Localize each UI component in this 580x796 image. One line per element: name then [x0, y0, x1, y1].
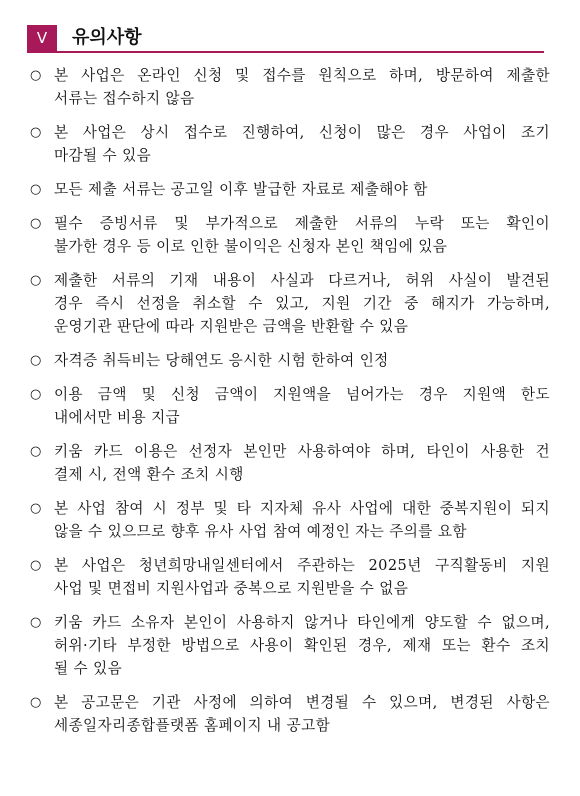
- notice-list: [30, 64, 550, 748]
- notice-item: [30, 269, 550, 338]
- bullet-circle-icon: ○: [30, 125, 42, 140]
- bullet-circle-icon: ○: [30, 353, 42, 368]
- section-header: [27, 25, 544, 53]
- notice-item: [30, 611, 550, 680]
- notice-item-text-line: 경우 즉시 선정을 취소할 수 있고, 지원 기간 중 해지가 가능하며,: [54, 295, 550, 312]
- bullet-circle-icon: ○: [30, 273, 42, 288]
- title-underline: [27, 51, 544, 53]
- notice-item: [30, 121, 550, 167]
- notice-item-text-line: 본 사업은 상시 접수로 진행하여, 신청이 많은 경우 사업이 조기: [54, 124, 550, 141]
- notice-item: [30, 440, 550, 486]
- notice-item-text-line: 모든 제출 서류는 공고일 이후 발급한 자료로 제출해야 함: [54, 181, 428, 198]
- notice-item-text-line: 제출한 서류의 기재 내용이 사실과 다르거나, 허위 사실이 발견된: [54, 272, 550, 289]
- bullet-circle-icon: ○: [30, 695, 42, 710]
- notice-item: [30, 212, 550, 258]
- notice-item-text-line: 운영기관 판단에 따라 지원받은 금액을 반환할 수 있음: [54, 318, 409, 335]
- notice-item-text-line: 서류는 접수하지 않음: [54, 90, 195, 107]
- notice-item: [30, 497, 550, 543]
- notice-item-text-line: 결제 시, 전액 환수 조치 시행: [54, 466, 244, 483]
- notice-item-text-line: 필수 증빙서류 및 부가적으로 제출한 서류의 누락 또는 확인이: [54, 215, 550, 232]
- notice-item-text-line: 될 수 있음: [54, 660, 123, 677]
- notice-item-text-line: 자격증 취득비는 당해연도 응시한 시험 한하여 인정: [54, 352, 389, 369]
- notice-item: [30, 64, 550, 110]
- bullet-circle-icon: ○: [30, 68, 42, 83]
- bullet-circle-icon: ○: [30, 216, 42, 231]
- bullet-circle-icon: ○: [30, 501, 42, 516]
- notice-item: [30, 178, 550, 201]
- notice-item-text-line: 않을 수 있으므로 향후 유사 사업 참여 예정인 자는 주의를 요함: [54, 523, 467, 540]
- notice-item-text-line: 마감될 수 있음: [54, 147, 152, 164]
- notice-item-text-line: 키움 카드 이용은 선정자 본인만 사용하여야 하며, 타인이 사용한 건: [54, 443, 550, 460]
- bullet-circle-icon: ○: [30, 387, 42, 402]
- notice-item: [30, 554, 550, 600]
- bullet-circle-icon: ○: [30, 558, 42, 573]
- bullet-circle-icon: ○: [30, 444, 42, 459]
- notice-item-text-line: 내에서만 비용 지급: [54, 409, 181, 426]
- notice-item-text-line: 허위·기타 부정한 방법으로 사용이 확인된 경우, 제재 또는 환수 조치: [54, 637, 550, 654]
- notice-item: [30, 383, 550, 429]
- notice-item-text-line: 본 사업은 온라인 신청 및 접수를 원칙으로 하며, 방문하여 제출한: [54, 67, 550, 84]
- section-title: 유의사항: [72, 27, 142, 48]
- bullet-circle-icon: ○: [30, 615, 42, 630]
- bullet-circle-icon: ○: [30, 182, 42, 197]
- notice-item-text-line: 불가한 경우 등 이로 인한 불이익은 신청자 본인 책임에 있음: [54, 238, 448, 255]
- notice-item: [30, 691, 550, 737]
- notice-item-text-line: 본 공고문은 기관 사정에 의하여 변경될 수 있으며, 변경된 사항은: [54, 694, 550, 711]
- notice-item-text-line: 본 사업 참여 시 정부 및 타 지자체 유사 사업에 대한 중복지원이 되지: [54, 500, 550, 517]
- notice-item-text-line: 사업 및 면접비 지원사업과 중복으로 지원받을 수 없음: [54, 580, 409, 597]
- section-number-badge: V: [27, 25, 57, 52]
- notice-item-text-line: 본 사업은 청년희망내일센터에서 주관하는 2025년 구직활동비 지원: [54, 557, 550, 574]
- notice-item: [30, 349, 550, 372]
- notice-item-text-line: 키움 카드 소유자 본인이 사용하지 않거나 타인에게 양도할 수 없으며,: [54, 614, 550, 631]
- notice-item-text-line: 이용 금액 및 신청 금액이 지원액을 넘어가는 경우 지원액 한도: [54, 386, 550, 403]
- notice-item-text-line: 세종일자리종합플랫폼 홈페이지 내 공고함: [54, 717, 331, 734]
